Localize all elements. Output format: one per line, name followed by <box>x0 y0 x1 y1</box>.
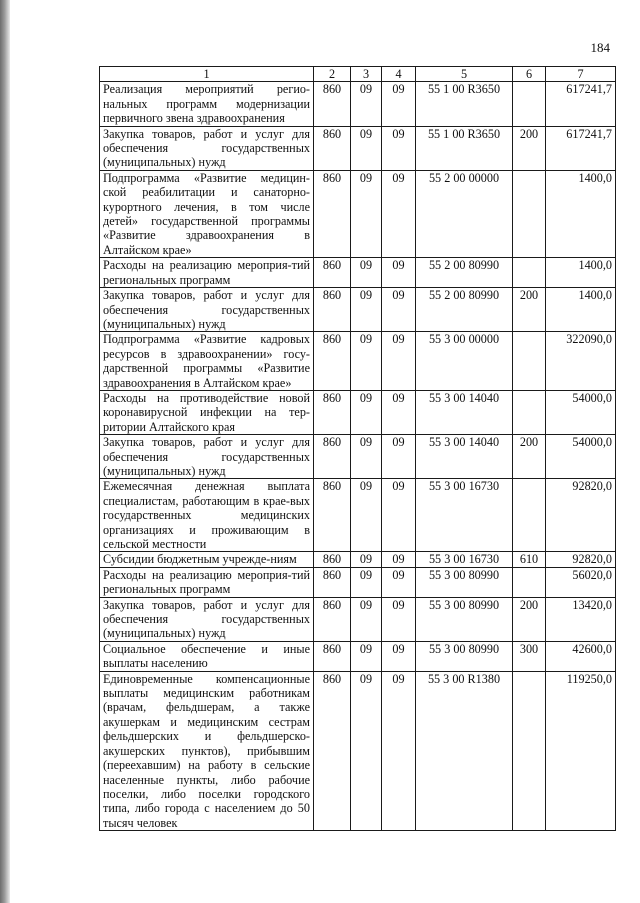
expense-name-cell: Подпрограмма «Развитие кадровых ресурсов в здравоохранении» госу-дарственной программы «Развитие здравоохранения в Алтайском крае» <box>100 332 314 391</box>
table-row <box>100 597 616 641</box>
amount-cell: 42600,0 <box>546 641 616 671</box>
section-code-cell: 09 <box>351 332 382 391</box>
subsection-code-cell: 09 <box>382 552 416 567</box>
column-header: 3 <box>351 67 382 82</box>
subsection-code-cell: 09 <box>382 258 416 288</box>
target-item-code-cell: 55 3 00 14040 <box>416 390 513 434</box>
department-code-cell: 860 <box>314 552 351 567</box>
department-code-cell: 860 <box>314 390 351 434</box>
column-header: 4 <box>382 67 416 82</box>
section-code-cell: 09 <box>351 435 382 479</box>
amount-cell: 119250,0 <box>546 671 616 830</box>
target-item-code-cell: 55 3 00 16730 <box>416 479 513 552</box>
amount-cell: 56020,0 <box>546 567 616 597</box>
department-code-cell: 860 <box>314 258 351 288</box>
target-item-code-cell: 55 3 00 80990 <box>416 597 513 641</box>
expense-type-code-cell <box>513 390 546 434</box>
budget-table <box>99 66 616 831</box>
amount-cell: 322090,0 <box>546 332 616 391</box>
expense-type-code-cell: 610 <box>513 552 546 567</box>
section-code-cell: 09 <box>351 170 382 257</box>
section-code-cell: 09 <box>351 82 382 126</box>
department-code-cell: 860 <box>314 641 351 671</box>
target-item-code-cell: 55 3 00 14040 <box>416 435 513 479</box>
section-code-cell: 09 <box>351 126 382 170</box>
subsection-code-cell: 09 <box>382 170 416 257</box>
amount-cell: 54000,0 <box>546 390 616 434</box>
subsection-code-cell: 09 <box>382 597 416 641</box>
table-row <box>100 390 616 434</box>
subsection-code-cell: 09 <box>382 332 416 391</box>
table-row <box>100 567 616 597</box>
table-row <box>100 435 616 479</box>
section-code-cell: 09 <box>351 641 382 671</box>
table-row <box>100 258 616 288</box>
amount-cell: 617241,7 <box>546 126 616 170</box>
department-code-cell: 860 <box>314 479 351 552</box>
table-row <box>100 552 616 567</box>
amount-cell: 92820,0 <box>546 479 616 552</box>
target-item-code-cell: 55 2 00 80990 <box>416 288 513 332</box>
target-item-code-cell: 55 3 00 R1380 <box>416 671 513 830</box>
amount-cell: 1400,0 <box>546 288 616 332</box>
expense-type-code-cell <box>513 170 546 257</box>
amount-cell: 13420,0 <box>546 597 616 641</box>
column-header: 7 <box>546 67 616 82</box>
subsection-code-cell: 09 <box>382 390 416 434</box>
expense-name-cell: Расходы на реализацию мероприя-тий региональных программ <box>100 567 314 597</box>
expense-type-code-cell <box>513 567 546 597</box>
table-row <box>100 641 616 671</box>
amount-cell: 54000,0 <box>546 435 616 479</box>
department-code-cell: 860 <box>314 567 351 597</box>
column-header: 6 <box>513 67 546 82</box>
expense-type-code-cell: 300 <box>513 641 546 671</box>
amount-cell: 92820,0 <box>546 552 616 567</box>
section-code-cell: 09 <box>351 288 382 332</box>
department-code-cell: 860 <box>314 597 351 641</box>
expense-name-cell: Подпрограмма «Развитие медицин-ской реабилитации и санаторно-курортного лечения, в том числе детей» государственной программы «Развитие здравоохранения в Алтайском крае» <box>100 170 314 257</box>
subsection-code-cell: 09 <box>382 126 416 170</box>
expense-type-code-cell <box>513 82 546 126</box>
section-code-cell: 09 <box>351 597 382 641</box>
table-row <box>100 332 616 391</box>
target-item-code-cell: 55 3 00 16730 <box>416 552 513 567</box>
target-item-code-cell: 55 2 00 00000 <box>416 170 513 257</box>
section-code-cell: 09 <box>351 390 382 434</box>
expense-type-code-cell <box>513 332 546 391</box>
expense-name-cell: Единовременные компенсационные выплаты медицинским работникам (врачам, фельдшерам, а также акушеркам и медицинским сестрам фельдшерских и фельдшерско-акушерских пунктов), прибывшим (переехавшим) на работу в сельские населенные пункты, либо рабочие поселки, либо поселки городского типа, либо города с населением до 50 тысяч человек <box>100 671 314 830</box>
column-header: 2 <box>314 67 351 82</box>
column-header: 1 <box>100 67 314 82</box>
target-item-code-cell: 55 3 00 80990 <box>416 567 513 597</box>
section-code-cell: 09 <box>351 258 382 288</box>
expense-type-code-cell: 200 <box>513 126 546 170</box>
table-row <box>100 170 616 257</box>
column-header: 5 <box>416 67 513 82</box>
expense-name-cell: Закупка товаров, работ и услуг для обеспечения государственных (муниципальных) нужд <box>100 126 314 170</box>
expense-name-cell: Расходы на противодействие новой коронавирусной инфекции на тер-ритории Алтайского края <box>100 390 314 434</box>
subsection-code-cell: 09 <box>382 671 416 830</box>
subsection-code-cell: 09 <box>382 435 416 479</box>
expense-name-cell: Закупка товаров, работ и услуг для обеспечения государственных (муниципальных) нужд <box>100 597 314 641</box>
expense-type-code-cell: 200 <box>513 288 546 332</box>
target-item-code-cell: 55 3 00 80990 <box>416 641 513 671</box>
department-code-cell: 860 <box>314 126 351 170</box>
section-code-cell: 09 <box>351 552 382 567</box>
subsection-code-cell: 09 <box>382 567 416 597</box>
department-code-cell: 860 <box>314 288 351 332</box>
section-code-cell: 09 <box>351 567 382 597</box>
table-row <box>100 479 616 552</box>
table-header-row <box>100 67 616 82</box>
expense-type-code-cell <box>513 671 546 830</box>
expense-name-cell: Социальное обеспечение и иные выплаты населению <box>100 641 314 671</box>
section-code-cell: 09 <box>351 671 382 830</box>
expense-type-code-cell: 200 <box>513 435 546 479</box>
target-item-code-cell: 55 3 00 00000 <box>416 332 513 391</box>
expense-name-cell: Субсидии бюджетным учрежде-ниям <box>100 552 314 567</box>
expense-type-code-cell: 200 <box>513 597 546 641</box>
department-code-cell: 860 <box>314 671 351 830</box>
department-code-cell: 860 <box>314 170 351 257</box>
table-row <box>100 671 616 830</box>
expense-name-cell: Расходы на реализацию мероприя-тий региональных программ <box>100 258 314 288</box>
subsection-code-cell: 09 <box>382 641 416 671</box>
subsection-code-cell: 09 <box>382 479 416 552</box>
amount-cell: 617241,7 <box>546 82 616 126</box>
expense-name-cell: Закупка товаров, работ и услуг для обеспечения государственных (муниципальных) нужд <box>100 435 314 479</box>
department-code-cell: 860 <box>314 435 351 479</box>
table-row <box>100 288 616 332</box>
amount-cell: 1400,0 <box>546 258 616 288</box>
subsection-code-cell: 09 <box>382 288 416 332</box>
expense-type-code-cell <box>513 258 546 288</box>
page-number: 184 <box>590 40 610 55</box>
target-item-code-cell: 55 2 00 80990 <box>416 258 513 288</box>
subsection-code-cell: 09 <box>382 82 416 126</box>
department-code-cell: 860 <box>314 82 351 126</box>
expense-name-cell: Закупка товаров, работ и услуг для обеспечения государственных (муниципальных) нужд <box>100 288 314 332</box>
expense-name-cell: Ежемесячная денежная выплата специалистам, работающим в крае-вых государственных медицинских организациях и проживающим в сельской местности <box>100 479 314 552</box>
amount-cell: 1400,0 <box>546 170 616 257</box>
expense-name-cell: Реализация мероприятий регио-нальных программ модернизации первичного звена здравоохранения <box>100 82 314 126</box>
target-item-code-cell: 55 1 00 R3650 <box>416 82 513 126</box>
table-row <box>100 126 616 170</box>
table-row <box>100 82 616 126</box>
department-code-cell: 860 <box>314 332 351 391</box>
expense-type-code-cell <box>513 479 546 552</box>
target-item-code-cell: 55 1 00 R3650 <box>416 126 513 170</box>
section-code-cell: 09 <box>351 479 382 552</box>
scan-edge-shadow <box>0 0 10 903</box>
